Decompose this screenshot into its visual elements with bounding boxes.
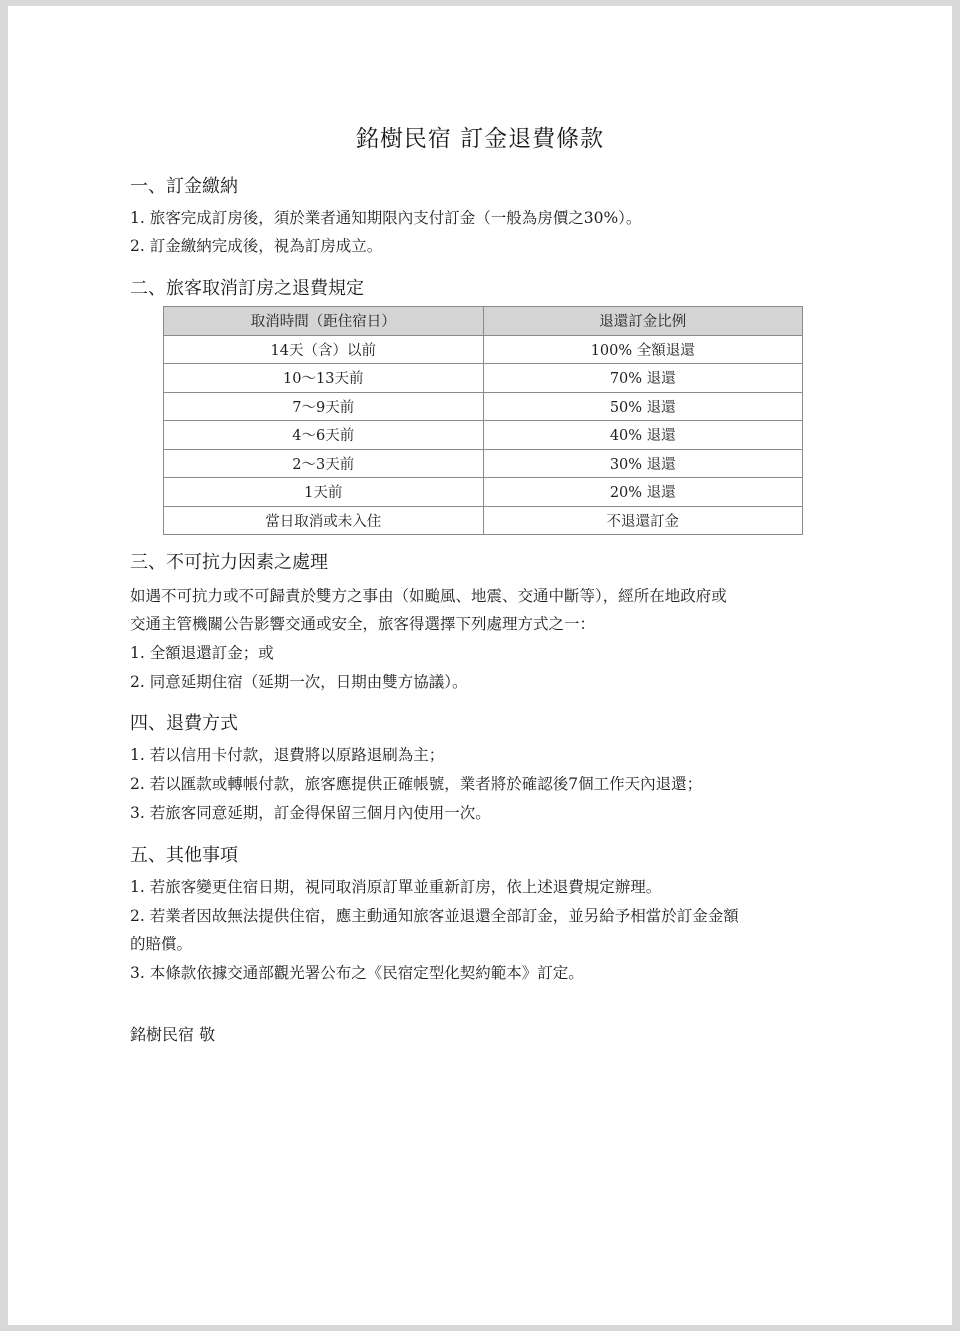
- table-row: [164, 364, 803, 393]
- table-cell-cancel-time: 當日取消或未入住: [164, 506, 484, 535]
- table-cell-cancel-time: 4～6天前: [164, 421, 484, 450]
- section-5-line-1: 1. 若旅客變更住宿日期，視同取消原訂單並重新訂房，依上述退費規定辦理。: [130, 878, 662, 896]
- section-5-line-4: 3. 本條款依據交通部觀光署公布之《民宿定型化契約範本》訂定。: [130, 964, 584, 982]
- table-cell-refund-ratio: 20% 退還: [483, 478, 803, 507]
- table-cell-cancel-time: 14天（含）以前: [164, 335, 484, 364]
- table-cell-cancel-time: 1天前: [164, 478, 484, 507]
- table-cell-refund-ratio: 70% 退還: [483, 364, 803, 393]
- section-3-heading: 三、不可抗力因素之處理: [130, 552, 328, 573]
- table-row: [164, 335, 803, 364]
- document-page: [8, 6, 952, 1325]
- table-cell-refund-ratio: 不退還訂金: [483, 506, 803, 535]
- section-5-line-2: 2. 若業者因故無法提供住宿，應主動通知旅客並退還全部訂金，並另給予相當於訂金金額: [130, 907, 739, 925]
- table-cell-refund-ratio: 40% 退還: [483, 421, 803, 450]
- section-1-heading: 一、訂金繳納: [130, 176, 238, 197]
- section-4-line-1: 1. 若以信用卡付款，退費將以原路退刷為主；: [130, 746, 445, 764]
- section-3-line-4: 2. 同意延期住宿（延期一次，日期由雙方協議）。: [130, 673, 468, 691]
- table-cell-cancel-time: 10～13天前: [164, 364, 484, 393]
- section-4-line-2: 2. 若以匯款或轉帳付款，旅客應提供正確帳號，業者將於確認後7個工作天內退還；: [130, 775, 703, 793]
- table-row: [164, 478, 803, 507]
- section-5-line-3: 的賠償。: [130, 935, 193, 953]
- table-row: [164, 421, 803, 450]
- table-cell-cancel-time: 7～9天前: [164, 392, 484, 421]
- table-row: [164, 449, 803, 478]
- table-cell-cancel-time: 2～3天前: [164, 449, 484, 478]
- table-row: [164, 392, 803, 421]
- section-2-heading: 二、旅客取消訂房之退費規定: [130, 278, 364, 299]
- table-cell-refund-ratio: 30% 退還: [483, 449, 803, 478]
- section-3-line-1: 如遇不可抗力或不可歸責於雙方之事由（如颱風、地震、交通中斷等），經所在地政府或: [130, 587, 727, 605]
- table-header-row: [164, 307, 803, 336]
- table-row: [164, 506, 803, 535]
- document-title: 銘樹民宿 訂金退費條款: [355, 126, 605, 152]
- section-3-line-2: 交通主管機關公告影響交通或安全，旅客得選擇下列處理方式之一：: [130, 615, 596, 633]
- table-header-refund-ratio: 退還訂金比例: [483, 307, 803, 336]
- section-4-heading: 四、退費方式: [130, 713, 238, 734]
- section-4-line-3: 3. 若旅客同意延期，訂金得保留三個月內使用一次。: [130, 804, 491, 822]
- section-3-line-3: 1. 全額退還訂金；或: [130, 644, 274, 662]
- section-1-line-2: 2. 訂金繳納完成後，視為訂房成立。: [130, 237, 383, 255]
- section-5-heading: 五、其他事項: [130, 845, 238, 866]
- table-cell-refund-ratio: 100% 全額退還: [483, 335, 803, 364]
- refund-table: [163, 306, 803, 535]
- table-cell-refund-ratio: 50% 退還: [483, 392, 803, 421]
- signature: 銘樹民宿 敬: [130, 1025, 216, 1044]
- table-header-cancel-time: 取消時間（距住宿日）: [164, 307, 484, 336]
- section-1-line-1: 1. 旅客完成訂房後，須於業者通知期限內支付訂金（一般為房價之30%）。: [130, 209, 642, 227]
